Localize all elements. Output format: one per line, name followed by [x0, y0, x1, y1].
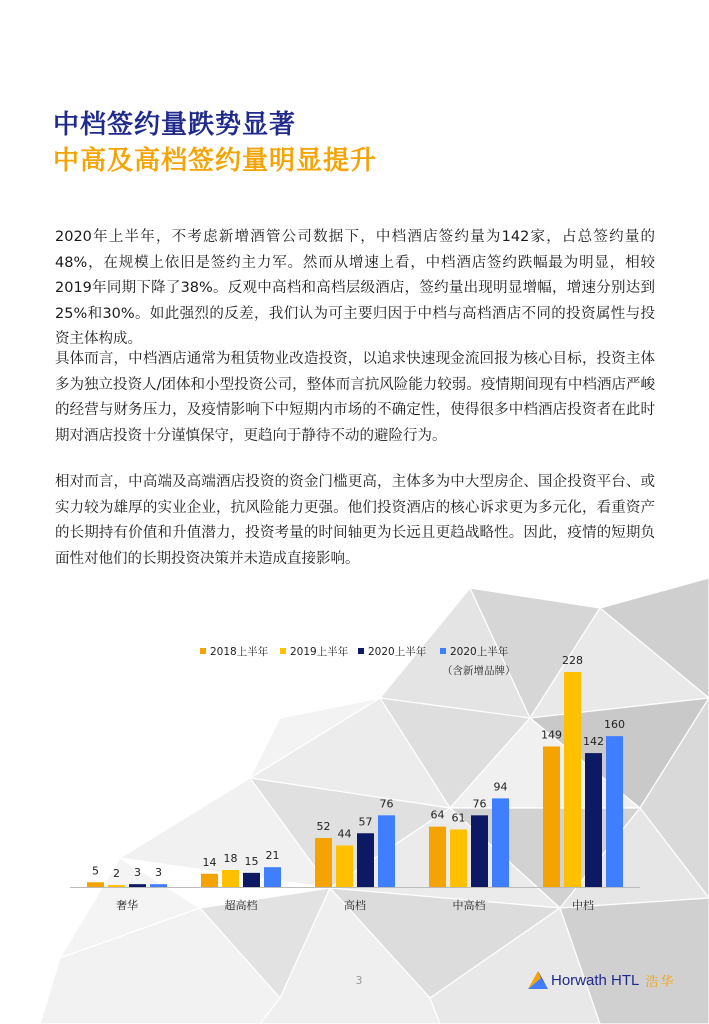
- category-label: 中档: [572, 899, 594, 912]
- paragraph-2: 具体而言，中档酒店通常为租赁物业改造投资，以追求快速现金流回报为核心目标，投资主体多为独立投资人/团体和小型投资公司，整体而言抗风险能力较弱。疫情期间现有中档酒店严峻的经营与财务压力，及疫情影响下中短期内市场的不确定性，使得很多中档酒店投资者在此时期对酒店投资十分谨慎保守，更趋向于静待不动的避险行为。: [55, 351, 655, 444]
- logo-text: Horwath HTL: [551, 971, 640, 989]
- bar-3-1: [450, 829, 467, 887]
- data-label: 76: [472, 797, 487, 811]
- legend-note: （含新增品牌）: [442, 665, 516, 677]
- bar-2-2: [357, 833, 374, 887]
- page-number: 3: [355, 974, 363, 987]
- bar-2-3: [378, 815, 395, 887]
- logo-chinese-text: 浩华: [645, 974, 676, 990]
- bar-2-0: [315, 838, 332, 887]
- bar-4-2: [585, 753, 602, 887]
- bar-0-2: [129, 884, 146, 887]
- bar-4-1: [564, 672, 581, 887]
- bar-1-0: [201, 874, 218, 887]
- data-label: 3: [155, 866, 162, 880]
- data-label: 14: [202, 855, 217, 869]
- chart-legend: [200, 645, 516, 677]
- bar-1-1: [222, 870, 239, 887]
- data-label: 76: [379, 797, 394, 811]
- legend-label: 2018上半年: [210, 646, 269, 658]
- category-label: 超高档: [224, 899, 258, 912]
- bar-1-2: [243, 873, 260, 887]
- category-label: 奢华: [116, 899, 138, 912]
- bar-1-3: [264, 867, 281, 887]
- bar-3-0: [429, 827, 446, 887]
- data-label: 57: [358, 815, 373, 829]
- legend-label: 2019上半年: [290, 646, 349, 658]
- paragraph-1: 2020年上半年，不考虑新增酒管公司数据下，中档酒店签约量为142家，占总签约量的48%，在规模上依旧是签约主力军。然而从增速上看，中档酒店签约跌幅最为明显，相较2019年同期下降了38%。反观中高档和高档层级酒店，签约量出现明显增幅，增速分别达到25%和30%。如此强烈的反差，我们认为可主要归因于中档与高档酒店不同的投资属性与投资主体构成。: [55, 229, 655, 347]
- legend-label: 2020上半年: [450, 646, 509, 658]
- data-label: 94: [493, 780, 508, 794]
- bar-4-0: [543, 746, 560, 887]
- bar-0-3: [150, 884, 167, 887]
- page-title: 中档签约量跌势显著: [53, 110, 297, 140]
- category-label: 中高档: [452, 899, 486, 912]
- data-label: 52: [316, 819, 331, 833]
- data-label: 15: [244, 854, 259, 868]
- paragraph-3: 相对而言，中高端及高端酒店投资的资金门槛更高，主体多为中大型房企、国企投资平台、或实力较为雄厚的实业企业，抗风险能力更强。他们投资酒店的核心诉求更为多元化，看重资产的长期持有价值和升值潜力，投资考量的时间轴更为长远且更趋战略性。因此，疫情的短期负面性对他们的长期投资决策并未造成直接影响。: [55, 474, 655, 567]
- data-label: 44: [337, 827, 352, 841]
- data-label: 64: [430, 808, 445, 822]
- chart-category-labels: [116, 898, 594, 912]
- data-label: 21: [265, 849, 280, 863]
- page-subtitle: 中高及高档签约量明显提升: [53, 146, 378, 176]
- legend-swatch: [280, 648, 286, 654]
- bar-0-0: [87, 882, 104, 887]
- data-label: 2: [113, 867, 120, 880]
- brand-logo: [527, 970, 675, 990]
- legend-swatch: [358, 648, 364, 654]
- category-label: 高档: [344, 899, 366, 912]
- bar-2-1: [336, 846, 353, 887]
- data-label: 228: [562, 654, 583, 667]
- data-label: 3: [134, 866, 141, 880]
- data-label: 61: [451, 811, 466, 825]
- bar-3-2: [471, 815, 488, 887]
- chart-bars: [87, 672, 623, 887]
- data-label: 149: [541, 728, 562, 742]
- data-label: 5: [92, 864, 99, 878]
- legend-swatch: [200, 648, 206, 654]
- data-label: 160: [604, 718, 625, 732]
- bar-3-3: [492, 798, 509, 887]
- bar-0-1: [108, 885, 125, 887]
- data-label: 142: [583, 735, 604, 749]
- legend-label: 2020上半年: [368, 646, 427, 658]
- data-label: 18: [223, 852, 238, 866]
- legend-swatch: [440, 648, 446, 654]
- bar-4-3: [606, 736, 623, 887]
- horwath-logo-icon: [527, 970, 549, 990]
